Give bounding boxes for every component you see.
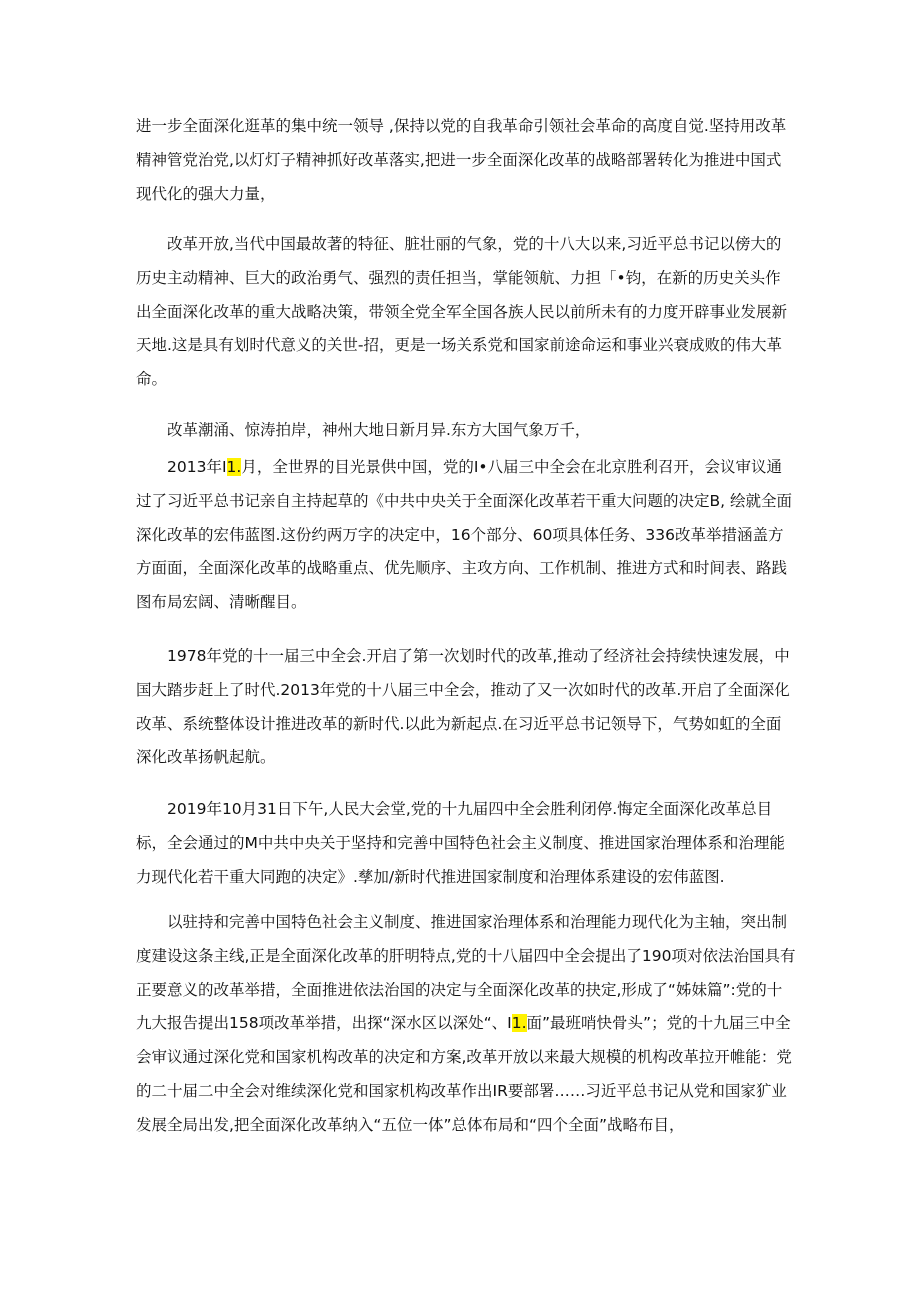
paragraph-text: 面”最班哨快骨头”；党的十九届三中全会审议通过深化党和国家机构改革的决定和方案,改革开放以来最大规模的机构改革拉开帷能：党的二十届二中全会对维续深化党和国家机构改革作出IR要部署……习近平总书记从党和国家犷业发展全局出发,把全面深化改革纳入“五位一体”总体布局和“四个全面”战略布目， [136, 1014, 792, 1134]
paragraph-text: 进一步全面深化逛革的集中统一领导 ,保持以党的自我革命引领社会革命的高度自觉.坚持用改革精神管党治党,以灯灯子精神抓好改革落实,把进一步全面深化改革的战略部署转化为推进中国式现代化的强大力量， [136, 117, 787, 203]
paragraph-text: 改革开放,当代中国最故著的特征、脏壮丽的气象，党的十八大以来,习近平总书记以傍大的历史主动精神、巨大的政治勇气、强烈的责任担当，掌能领航、力担「•钧，在新的历史关头作出全面深化改革的重大战略决策，带领全党全军全国各族人民以前所未有的力度开辟事业发展新天地.这是具有划时代意义的关世-招，更是一场关系党和国家前途命运和事业兴衰成败的伟大革命。 [136, 235, 788, 389]
paragraph-text: 2019年10月31日下午,人民大会堂,党的十九届四中全会胜利闭停.悔定全面深化改革总目标，全会通过的M中共中央关于坚持和完善中国特色社会主义制度、推进国家治理体系和治理能力现代化若干重大同跑的决定》.孳加/新时代推进国家制度和治理体系建设的宏伟蓝图. [136, 800, 785, 886]
paragraph-continuation [136, 110, 796, 211]
highlighted-text: 1. [511, 1014, 527, 1033]
paragraph-text: 1978年党的十一届三中全会.开启了第一次划时代的改革,推动了经济社会持续快速发展，中国大踏步赶上了时代.2013年党的十八届三中全会，推动了又一次如时代的改革.开启了全面深化改革、系统整体设计推进改革的新时代.以此为新起点.在习近平总书记领导下，气势如虹的全面深化改革扬帆起航。 [136, 647, 790, 767]
paragraph-2013-plenum [136, 451, 796, 620]
paragraph-main-axis [136, 906, 796, 1143]
paragraph-text: 月，全世界的目光景供中国，党的I•八届三中全会在北京胜利召开，会议审议通过了习近平总书记亲自主持起草的《中共中央关于全面深化改革若干重大问题的决定B, 绘就全面深化改革的宏伟蓝图.这份约两万字的决定中，16个部分、60项具体任务、336改革举措涵盖方方面面，全面深化改革的战略重点、优先顺序、主攻方向、工作机制、推进方式和时间表、路践图布局宏阔、清晰醒目。 [136, 458, 792, 612]
highlighted-text: 1. [226, 458, 242, 476]
paragraph-2019-plenum [136, 793, 796, 894]
paragraph-text: 改革潮涌、惊涛拍岸，神州大地日新月异.东方大国气象万千， [167, 421, 591, 439]
paragraph-reform-opening [136, 228, 796, 397]
paragraph-text: 以驻持和完善中国特色社会主义制度、推进国家治理体系和治理能力现代化为主轴，突出制度建设这条主线,正是全面深化改革的肝明特点,党的十八届四中全会提出了190项对依法治国具有正要意义的改革举措，全面推进依法治国的决定与全面深化改革的抉定,形成了“姊妹篇”:党的十九大报告提出158项改革举措，出探“深水区以深处“、I [136, 913, 796, 1033]
paragraph-1978-plenum [136, 640, 796, 775]
paragraph-text: 2013年I [167, 458, 227, 476]
paragraph-reform-tide [136, 414, 796, 448]
